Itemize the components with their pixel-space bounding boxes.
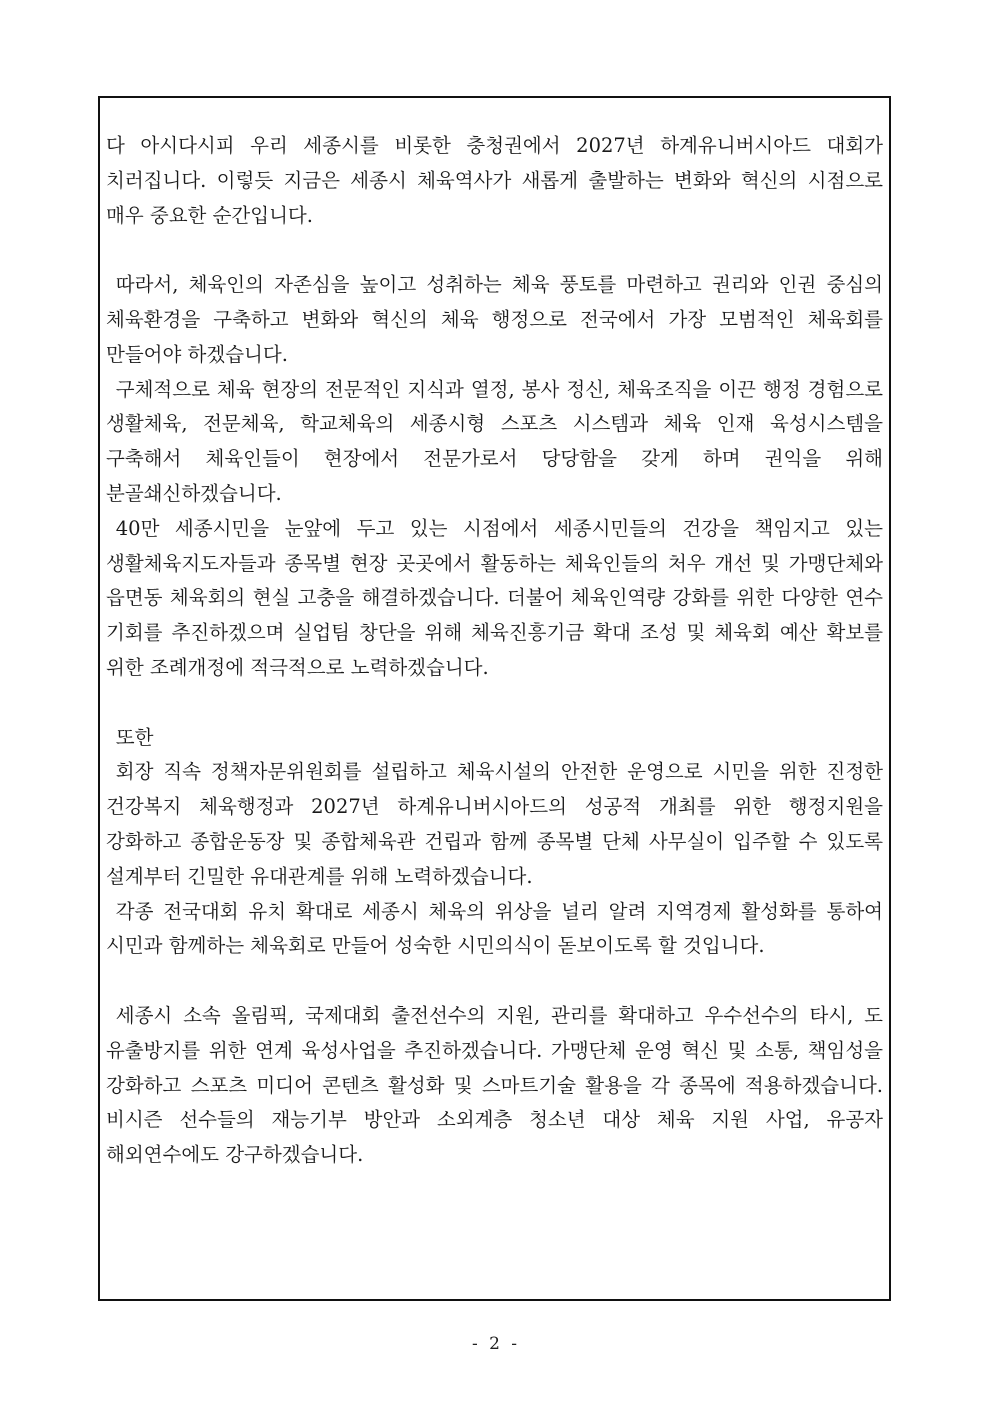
blank-line (106, 233, 883, 268)
page-number: - 2 - (471, 1334, 521, 1354)
paragraph-national-events: 각종 전국대회 유치 확대로 세종시 체육의 위상을 널리 알려 지역경제 활성화를 통하여 시민과 함께하는 체육회로 만들어 성숙한 시민의식이 돋보이도록 할 것입니다. (106, 899, 883, 958)
paragraph-citizen-health: 40만 세종시민을 눈앞에 두고 있는 시점에서 세종시민들의 건강을 책임지고 있는 생활체육지도자들과 종목별 현장 곳곳에서 활동하는 체육인들의 처우 개선 및 가맹단체와 읍면동 체육회의 현실 고충을 해결하겠습니다. 더불어 체육인역량 강화를 위한 다양한 연수 기회를 추진하겠으며 실업팀 창단을 위해 체육진흥기금 확대 조성 및 체육회 예산 확보를 위한 조례개정에 적극적으로 노력하겠습니다. (106, 516, 883, 679)
blank-line (106, 964, 883, 999)
content-box (98, 96, 891, 1301)
paragraph-athlete-support: 세종시 소속 올림픽, 국제대회 출전선수의 지원, 관리를 확대하고 우수선수의 타시, 도 유출방지를 위한 연계 육성사업을 추진하겠습니다. 가맹단체 운영 혁신 및 소통, 책임성을 강화하고 스포츠 미디어 콘텐츠 활성화 및 스마트기술 활용을 각 종목에 적용하겠습니다. 비시즌 선수들의 재능기부 방안과 소외계층 청소년 대상 체육 지원 사업, 유공자 해외연수에도 강구하겠습니다. (106, 1003, 883, 1167)
paragraph-sports-culture: 따라서, 체육인의 자존심을 높이고 성취하는 체육 풍토를 마련하고 권리와 인권 중심의 체육환경을 구축하고 변화와 혁신의 체육 행정으로 전국에서 가장 모범적인 체육회를 만들어야 하겠습니다. (106, 273, 883, 366)
paragraph-universiade-intro: 다 아시다시피 우리 세종시를 비롯한 충청권에서 2027년 하계유니버시아드 대회가 치러집니다. 이렇듯 지금은 세종시 체육역사가 새롭게 출발하는 변화와 혁신의 시점으로 매우 중요한 순간입니다. (106, 134, 883, 227)
blank-line (106, 686, 883, 721)
paragraph-also-heading: 또한 (115, 725, 154, 749)
paragraph-sports-system: 구체적으로 체육 현장의 전문적인 지식과 열정, 봉사 정신, 체육조직을 이끈 행정 경험으로 생활체육, 전문체육, 학교체육의 세종시형 스포츠 시스템과 체육 인재 육성시스템을 구축해서 체육인들이 현장에서 전문가로서 당당함을 갖게 하며 권익을 위해 분골쇄신하겠습니다. (106, 377, 883, 505)
paragraph-policy-committee: 회장 직속 정책자문위원회를 설립하고 체육시설의 안전한 운영으로 시민을 위한 진정한 건강복지 체육행정과 2027년 하계유니버시아드의 성공적 개최를 위한 행정지원을 강화하고 종합운동장 및 종합체육관 건립과 함께 종목별 단체 사무실이 입주할 수 있도록 설계부터 긴밀한 유대관계를 위해 노력하겠습니다. (106, 760, 883, 888)
